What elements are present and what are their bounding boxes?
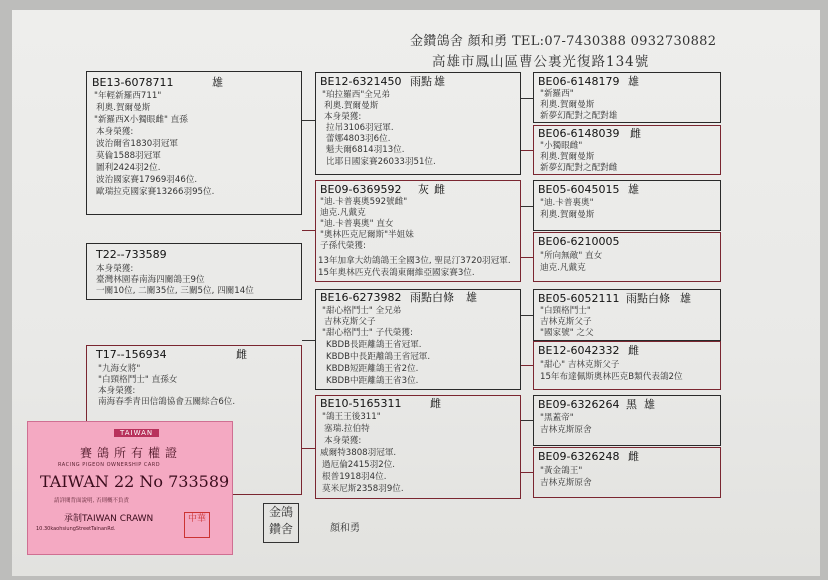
bird-sex: 雌 xyxy=(628,450,639,463)
connector-line xyxy=(521,472,533,473)
bird-detail-line: "迪.卡普裏奧" 直女 xyxy=(320,219,394,229)
bird-ring-number: BE06-6210005 xyxy=(538,235,620,248)
bird-detail-line: "珀拉羅西"全兄弟 xyxy=(322,90,391,100)
bird-detail-line: "年輕新羅西711" xyxy=(94,91,162,101)
bird-detail-line: "新羅西X小獨眼雌" 直孫 xyxy=(94,115,188,125)
certificate-stamp: 中華 xyxy=(184,512,210,538)
bird-detail-line: 歐瑞拉克國家賽13266羽95位. xyxy=(96,187,215,197)
connector-line xyxy=(521,150,533,151)
certificate-banner: TAIWAN xyxy=(114,429,159,437)
bird-detail-line: 15年奧林匹克代表鴿東爾維亞國家賽3位. xyxy=(318,268,475,278)
bird-detail-line: "新羅西" xyxy=(540,89,574,99)
bird-detail-line: 圖利2424羽2位. xyxy=(96,163,161,173)
bird-detail-line: 威爾特3808羽冠軍. xyxy=(320,448,397,458)
connector-line xyxy=(521,98,533,99)
bird-detail-line: "九海女將" xyxy=(98,364,141,374)
bird-detail-line: 吉林克斯原舍 xyxy=(540,478,592,488)
bird-detail-line: 波治爾省1830羽冠軍 xyxy=(96,139,179,149)
connector-line xyxy=(302,448,315,449)
seal-line: 金鴿 xyxy=(268,505,293,519)
bird-ring-number: BE06-6148179 xyxy=(538,75,620,88)
bird-detail-line: 一關10位, 二關35位, 三關5位, 四關14位 xyxy=(96,286,254,296)
bird-ring-number: BE09-6369592 xyxy=(320,183,402,196)
bird-detail-line: "白頸格鬥士" xyxy=(540,306,591,316)
bird-detail-line: 莫倫1588羽冠軍 xyxy=(96,151,161,161)
bird-detail-line: 拉吊3106羽冠軍. xyxy=(326,123,394,133)
certificate-number: TAIWAN 22 No 733589 xyxy=(40,472,230,491)
bird-sex: 雄 xyxy=(466,291,477,304)
bird-ring-number: T17--156934 xyxy=(96,348,167,361)
loft-seal xyxy=(263,503,299,543)
bird-color: 灰 xyxy=(418,183,429,196)
bird-detail-line: 過厄倫2415羽2位. xyxy=(322,460,396,470)
bird-detail-line: KBDB長距離鴿王省冠軍. xyxy=(326,340,422,350)
bird-detail-line: 吉林克斯父子 xyxy=(540,317,592,327)
certificate-subtitle: RACING PIGEON OWNERSHIP CARD xyxy=(58,462,161,468)
bird-detail-line: 迪克.凡戴克 xyxy=(540,263,586,273)
bird-detail-line: 新夢幻配對之配對雌 xyxy=(540,163,618,173)
bird-detail-line: 迪克.凡戴克 xyxy=(320,208,366,218)
connector-line xyxy=(521,257,533,258)
bird-detail-line: 本身榮獲: xyxy=(98,386,136,396)
certificate-title: 賽鴿所有權證 xyxy=(80,446,183,460)
loft-address-line: 高雄市鳳山區曹公裏光復路134號 xyxy=(432,54,650,70)
bird-ring-number: BE06-6148039 xyxy=(538,127,620,140)
bird-detail-line: KBDB中長距離鴿王省冠軍. xyxy=(326,352,431,362)
bird-color: 雨點白條 xyxy=(626,292,670,305)
bird-detail-line: 魁夫爾6814羽13位. xyxy=(326,145,405,155)
bird-detail-line: "白頸格鬥士" 直孫女 xyxy=(98,375,178,385)
connector-line xyxy=(521,420,533,421)
bird-ring-number: T22--733589 xyxy=(96,248,167,261)
bird-sex: 雄 xyxy=(680,292,691,305)
bird-sex: 雄 xyxy=(212,76,223,89)
bird-ring-number: BE09-6326264 xyxy=(538,398,620,411)
bird-detail-line: "甜心格鬥士" 子代榮獲: xyxy=(322,328,413,338)
bird-detail-line: "所向無敵" 直女 xyxy=(540,251,603,261)
bird-detail-line: "小獨眼雌" xyxy=(540,141,583,151)
bird-detail-line: 塞瑞.拉伯特 xyxy=(324,424,370,434)
bird-detail-line: 本身榮獲: xyxy=(324,436,362,446)
bird-sex: 雌 xyxy=(434,183,445,196)
bird-detail-line: "黃金鴿王" xyxy=(540,466,583,476)
ownership-certificate xyxy=(27,421,233,555)
bird-ring-number: BE09-6326248 xyxy=(538,450,620,463)
bird-detail-line: 比耶日國家賽26033羽51位. xyxy=(326,157,436,167)
bird-detail-line: 根普1918羽4位. xyxy=(322,472,387,482)
bird-detail-line: 波治國家賽17969羽46位. xyxy=(96,175,198,185)
bird-ring-number: BE05-6045015 xyxy=(538,183,620,196)
bird-detail-line: 南海春季青田信鴿協會五關綜合6位. xyxy=(98,397,236,407)
bird-detail-line: 利奧.賀爾曼斯 xyxy=(540,152,595,162)
bird-sex: 雌 xyxy=(630,127,641,140)
bird-detail-line: "迪.卡普裏奧" xyxy=(540,198,594,208)
bird-ring-number: BE05-6052111 xyxy=(538,292,620,305)
bird-detail-line: 15年布達佩斯奧林匹克B類代表鴿2位 xyxy=(540,372,683,382)
bird-ring-number: BE16-6273982 xyxy=(320,291,402,304)
bird-detail-line: "鴿王王後311" xyxy=(322,412,381,422)
connector-line xyxy=(521,365,533,366)
bird-detail-line: 莫米尼斯2358羽9位. xyxy=(322,484,404,494)
bird-detail-line: "黑蓋帝" xyxy=(540,413,574,423)
bird-detail-line: 新夢幻配對之配對雄 xyxy=(540,111,618,121)
certificate-address: 10.30kaohsiungStreetTainanRd. xyxy=(36,526,116,532)
bird-detail-line: 13年加拿大幼鴿鴿王全國3位, 聖昆汀3720羽冠軍. xyxy=(318,256,511,266)
bird-color: 黑 xyxy=(626,398,637,411)
bird-ring-number: BE10-5165311 xyxy=(320,397,402,410)
bird-detail-line: 利奧.賀爾曼斯 xyxy=(540,210,595,220)
certificate-fine-print: 請詳閱背面說明, 否則概不負責 xyxy=(54,498,129,504)
bird-detail-line: "奧林匹克尼爾斯"半姐妹 xyxy=(320,230,414,240)
connector-line xyxy=(521,206,533,207)
bird-detail-line: 臺灣林園春南海四關鴿王9位 xyxy=(96,275,205,285)
bird-detail-line: 本身榮獲: xyxy=(96,264,134,274)
bird-sex: 雌 xyxy=(430,397,441,410)
bird-ring-number: BE12-6042332 xyxy=(538,344,620,357)
certificate-maker: 承制TAIWAN CRAWN xyxy=(64,514,154,524)
bird-sex: 雌 xyxy=(236,348,247,361)
bird-sex: 雄 xyxy=(628,75,639,88)
bird-sex: 雌 xyxy=(628,344,639,357)
bird-detail-line: 利奧.賀爾曼斯 xyxy=(324,101,379,111)
connector-line xyxy=(302,120,315,121)
bird-detail-line: "迪.卡普裏奧592號雌" xyxy=(320,197,408,207)
bird-detail-line: 利奧.賀爾曼斯 xyxy=(540,100,595,110)
bird-detail-line: "甜心格鬥士" 全兄弟 xyxy=(322,306,402,316)
bird-detail-line: 吉林克斯原舍 xyxy=(540,425,592,435)
bird-detail-line: 蕾娜4803羽6位. xyxy=(326,134,391,144)
bird-detail-line: 吉林克斯父子 xyxy=(324,317,376,327)
bird-detail-line: "國家號" 之父 xyxy=(540,328,594,338)
bird-ring-number: BE12-6321450 xyxy=(320,75,402,88)
bird-detail-line: 子孫代榮獲: xyxy=(320,241,366,251)
bird-detail-line: KBDB中距離鴿王省3位. xyxy=(326,376,419,386)
bird-color: 雨點 xyxy=(410,75,432,88)
bird-sex: 雄 xyxy=(644,398,655,411)
owner-signature: 顏和勇 xyxy=(330,523,360,534)
bird-sex: 雄 xyxy=(434,75,445,88)
bird-detail-line: 本身榮獲: xyxy=(96,127,134,137)
bird-sex: 雄 xyxy=(628,183,639,196)
seal-line: 鑽舍 xyxy=(268,522,293,536)
bird-detail-line: 利奧.賀爾曼斯 xyxy=(96,103,151,113)
bird-detail-line: KBDB短距離鴿王省2位. xyxy=(326,364,419,374)
bird-detail-line: 本身榮獲: xyxy=(324,112,362,122)
connector-line xyxy=(302,340,315,341)
connector-line xyxy=(521,315,533,316)
bird-color: 雨點白條 xyxy=(410,291,454,304)
loft-contact-line: 金鑽鴿舍 顏和勇 TEL:07-7430388 0932730882 xyxy=(410,34,717,49)
bird-ring-number: BE13-6078711 xyxy=(92,76,174,89)
bird-detail-line: "甜心" 吉林克斯父子 xyxy=(540,360,620,370)
connector-line xyxy=(302,230,315,231)
